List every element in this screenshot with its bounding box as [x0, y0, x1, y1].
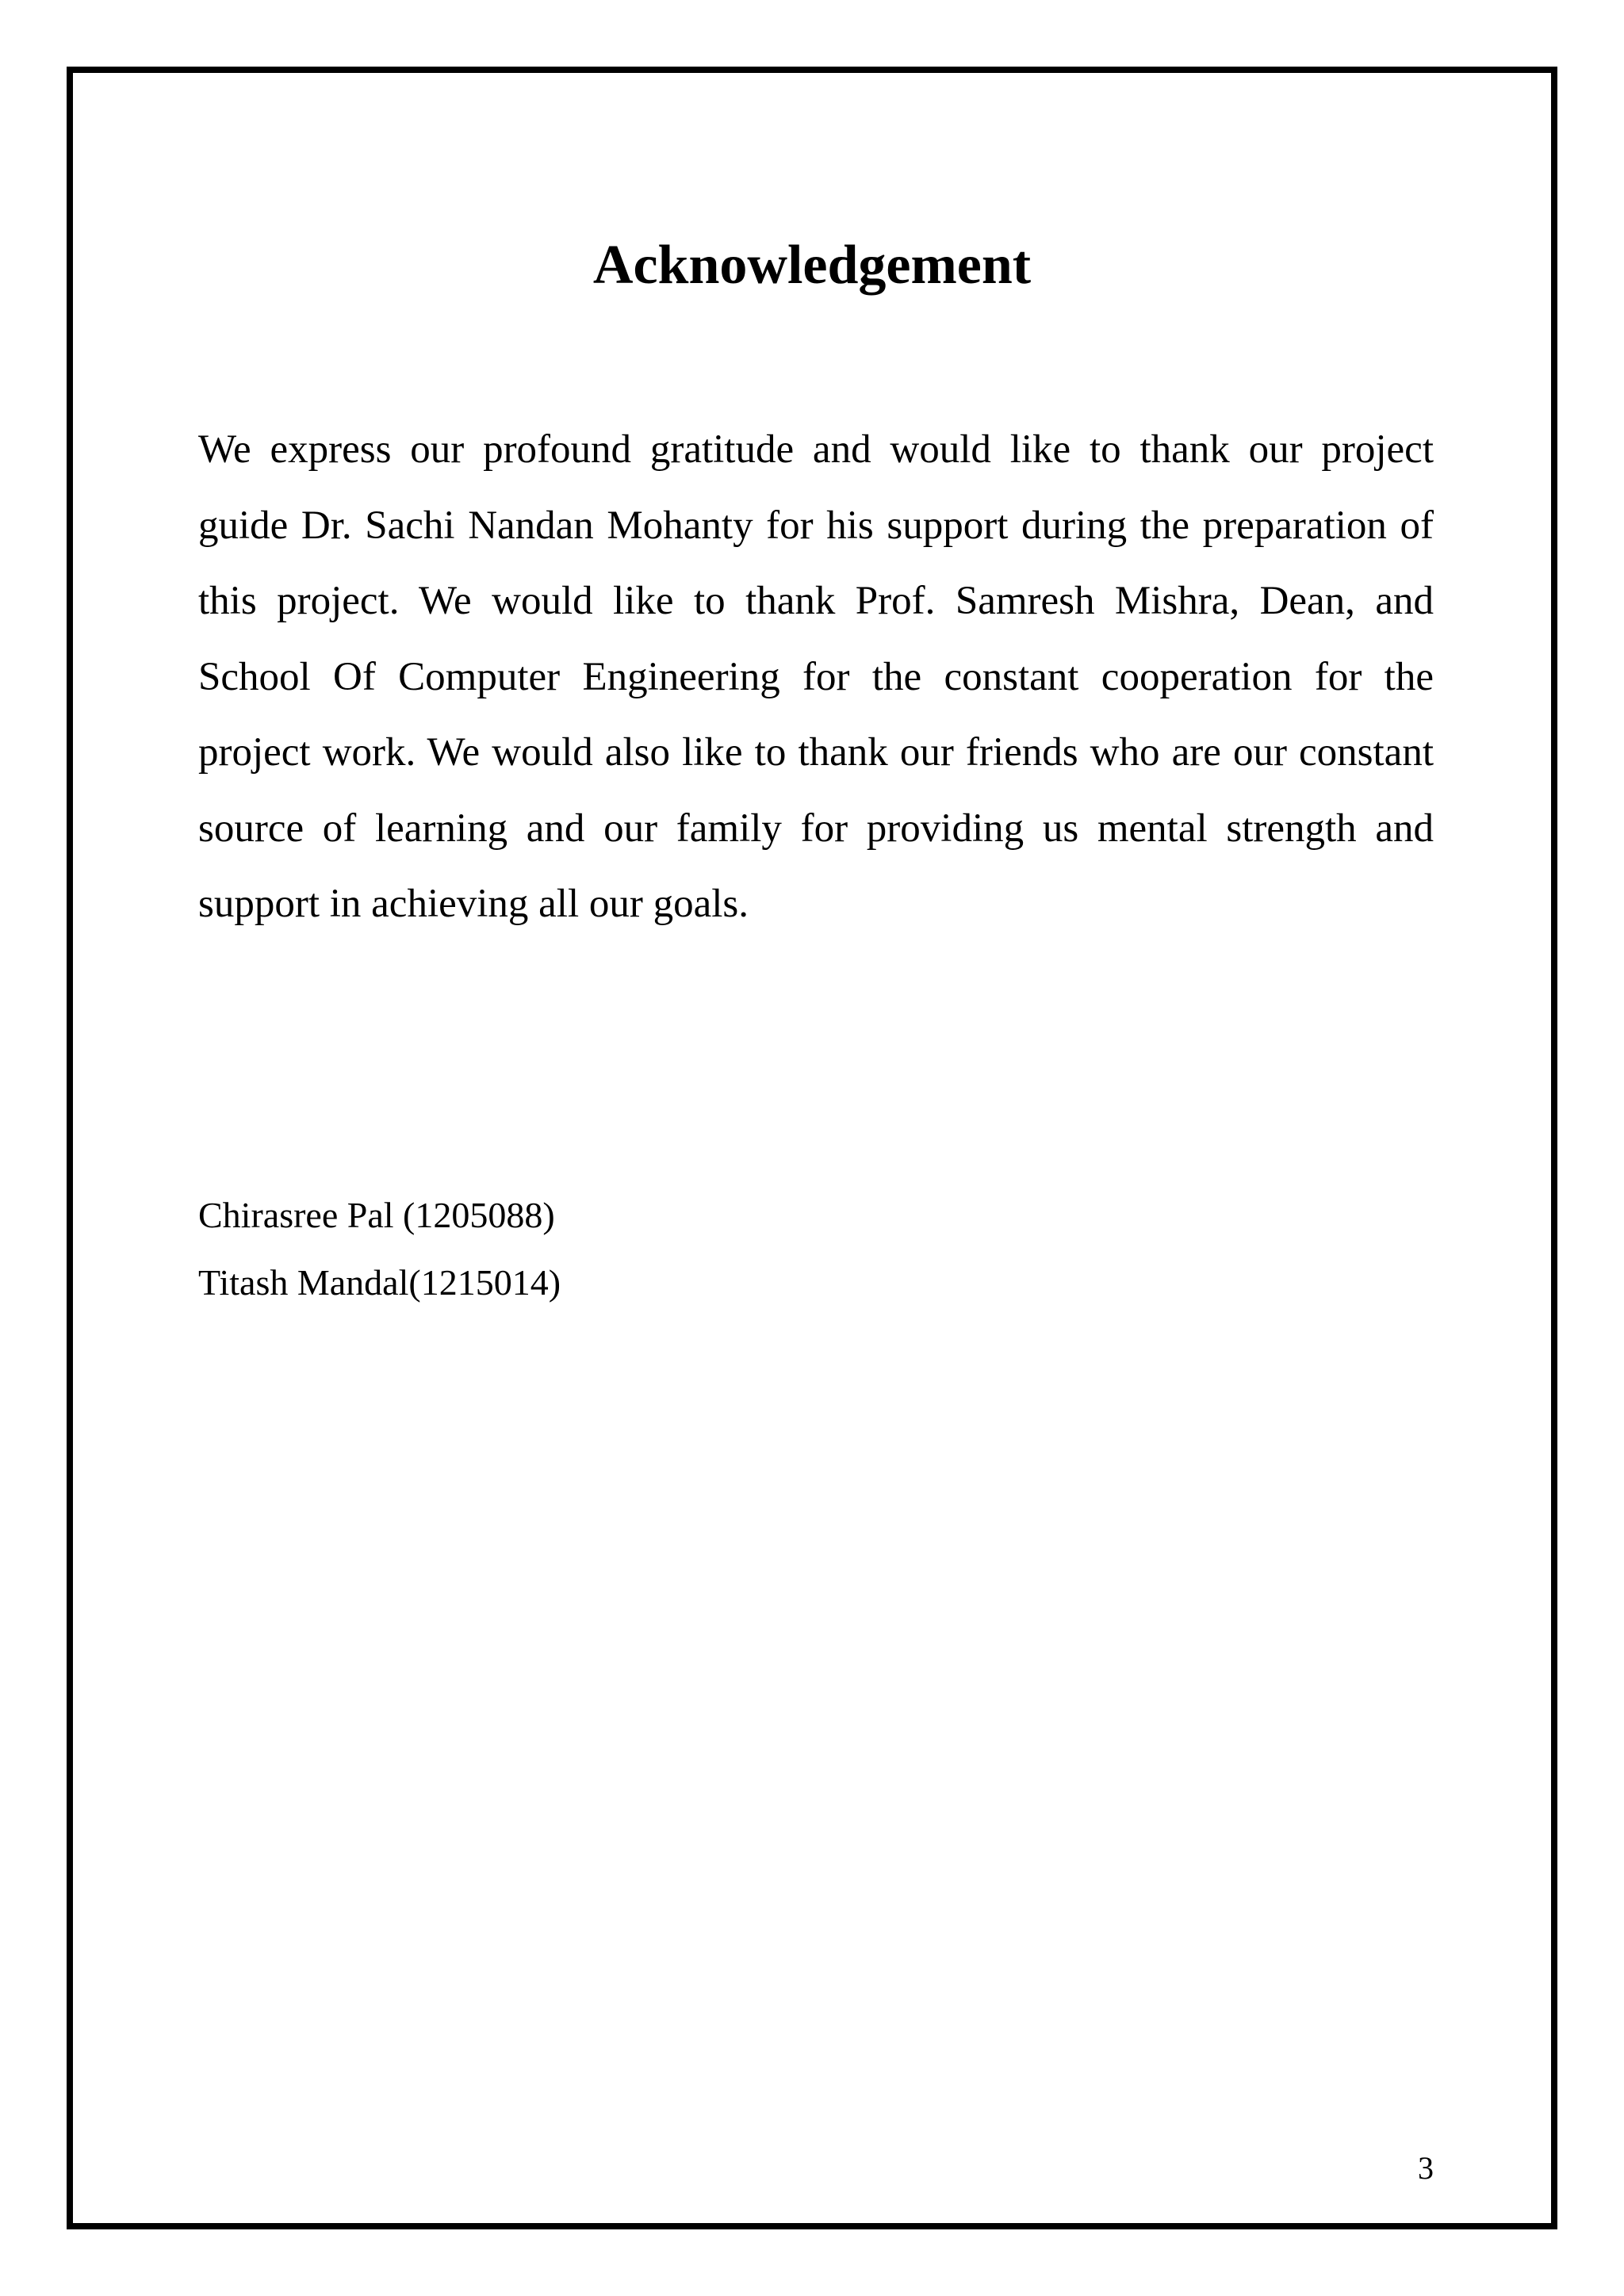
signature-line: Chirasree Pal (1205088): [198, 1195, 555, 1235]
signature-line: Titash Mandal(1215014): [198, 1262, 561, 1303]
page-title: Acknowledgement: [592, 235, 1032, 296]
acknowledgement-paragraph: We express our profound gratitude and would like to thank our project guide Dr. Sachi Nandan Mohanty for his support during the preparation of this project. We would like to thank Prof. Samresh Mishra, Dean, and School Of Computer Engineering for the constant cooperation for the project work. We would also like to thank our friends who are our constant source of learning and our family for providing us mental strength and support in achieving all our goals.: [198, 427, 1434, 926]
page-border: [67, 67, 1557, 2229]
signature-block: [198, 1181, 561, 1316]
page-number: 3: [1418, 2150, 1434, 2186]
